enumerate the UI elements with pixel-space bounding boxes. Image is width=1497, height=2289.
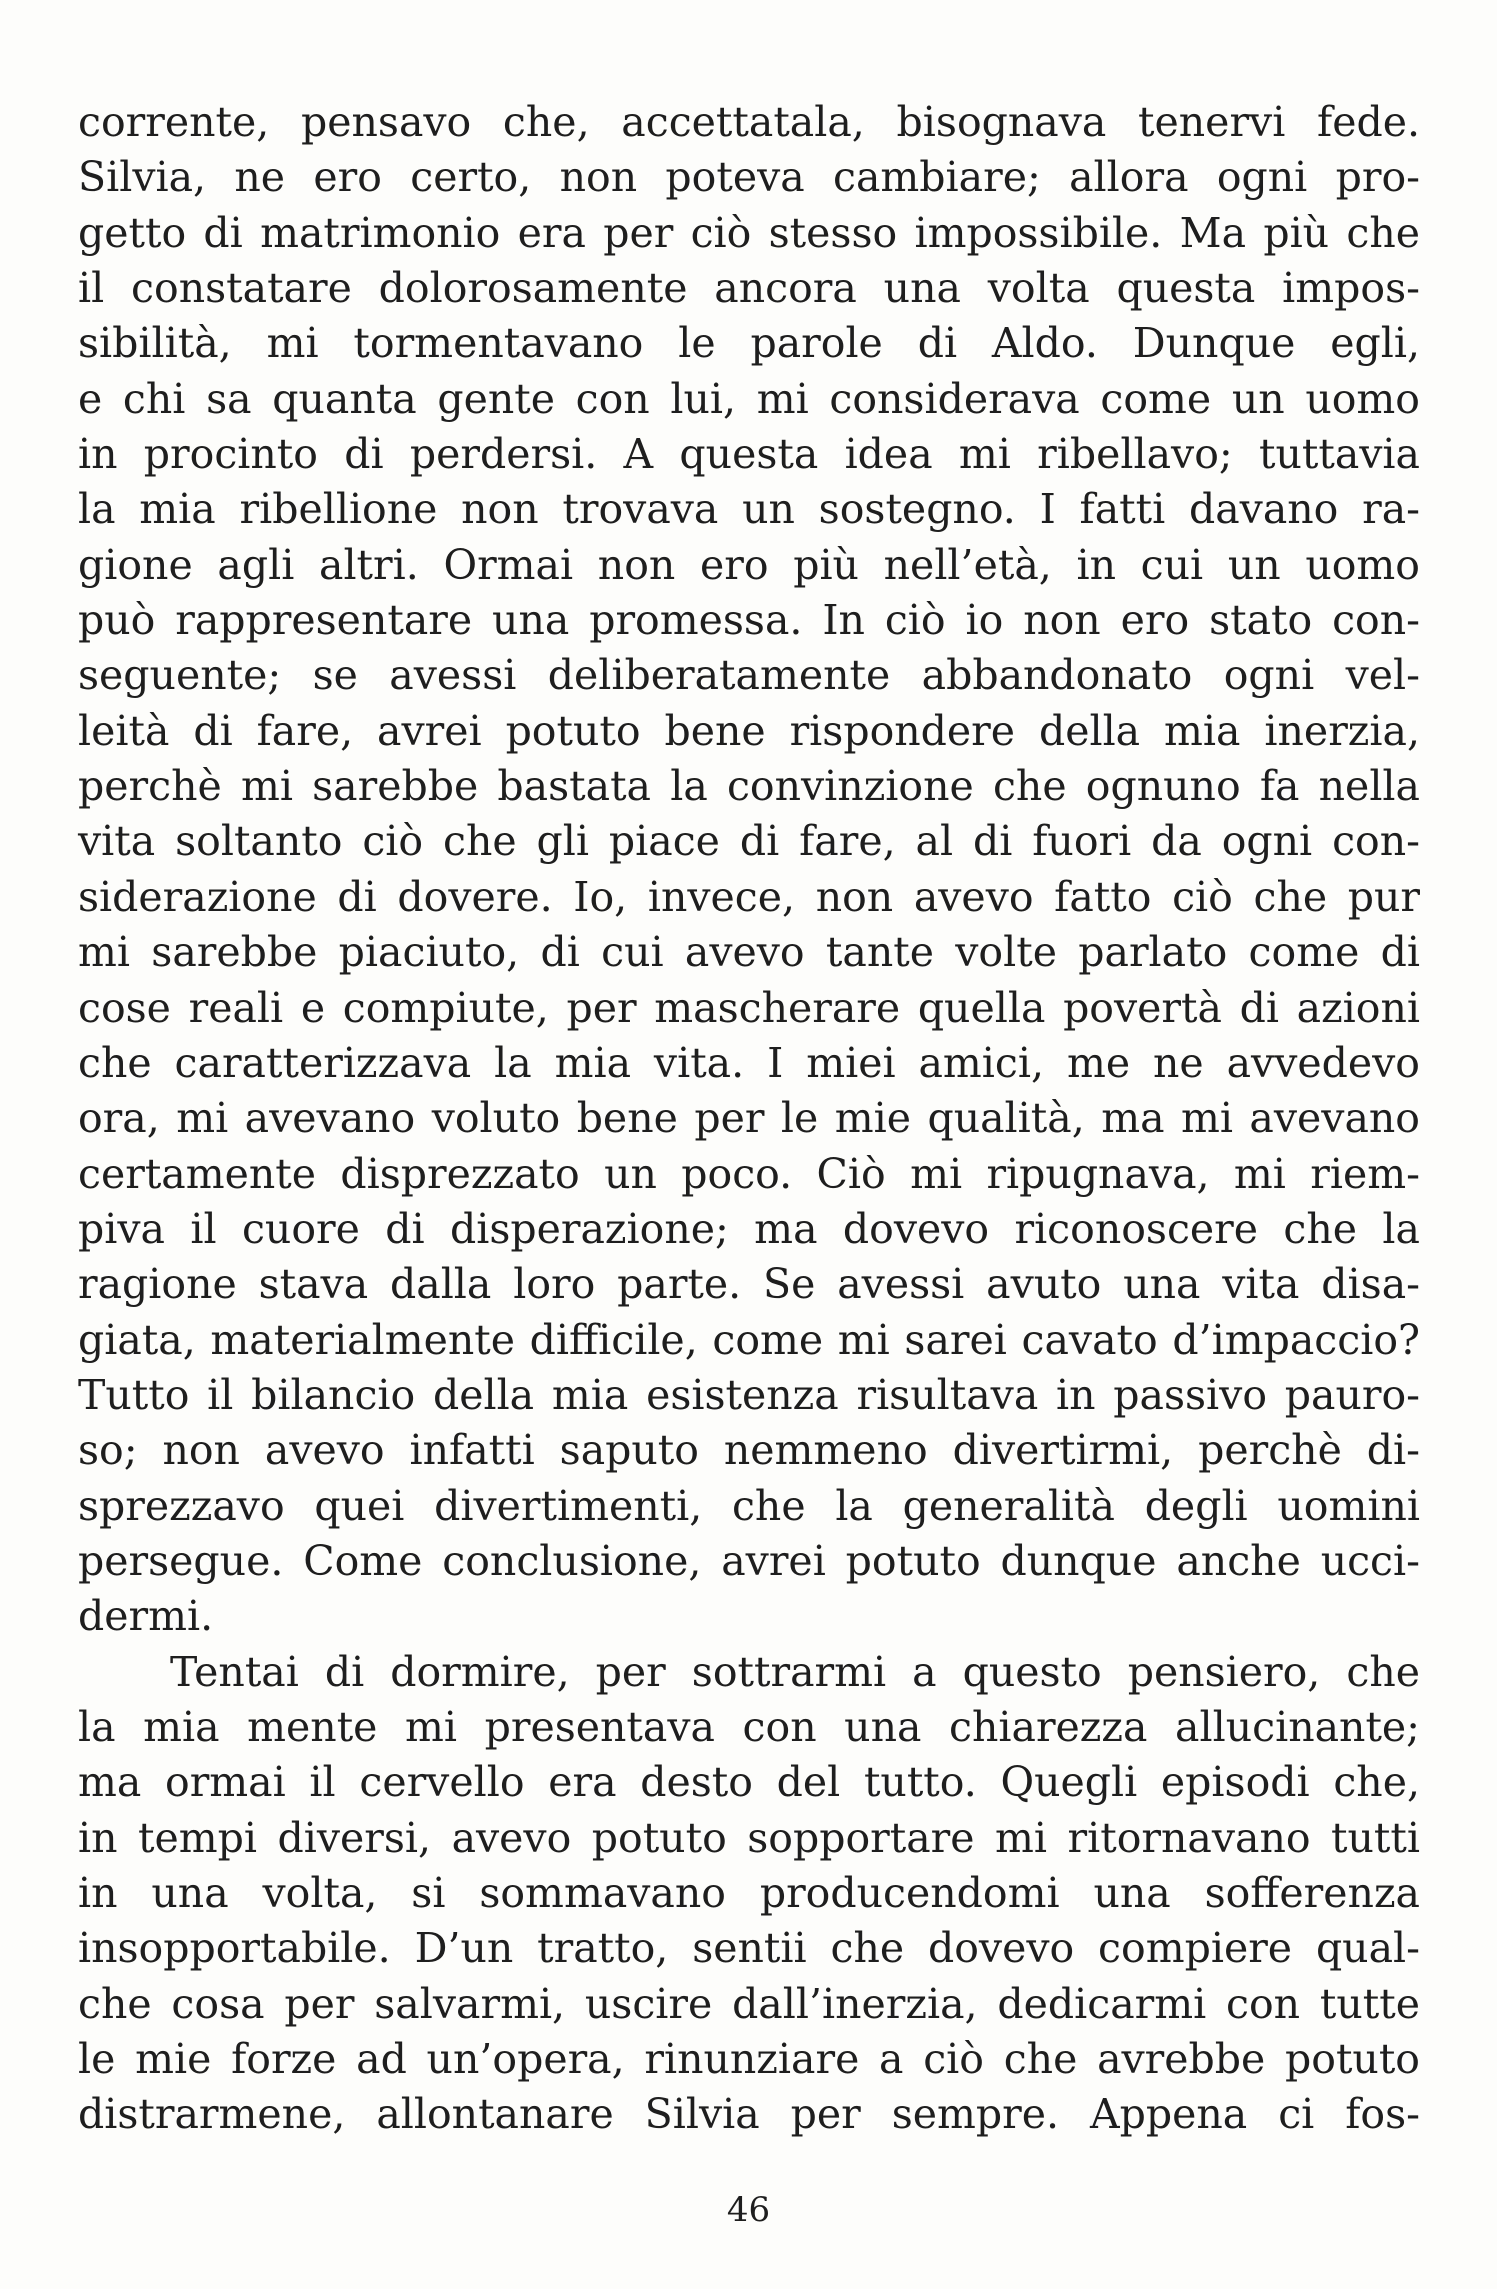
text-line: il constatare dolorosamente ancora una volta questa impos- (78, 264, 1420, 313)
text-line: sibilità, mi tormentavano le parole di Aldo. Dunque egli, (78, 319, 1420, 368)
text-line: perchè mi sarebbe bastata la convinzione che ognuno fa nella (78, 762, 1420, 811)
text-line: che cosa per salvarmi, uscire dall’inerzia, dedicarmi con tutte (78, 1979, 1420, 2028)
text-line: in tempi diversi, avevo potuto sopportare mi ritornavano tutti (78, 1813, 1420, 1862)
text-line: mi sarebbe piaciuto, di cui avevo tante volte parlato come di (78, 928, 1420, 977)
text-line: e chi sa quanta gente con lui, mi considerava come un uomo (78, 374, 1420, 423)
text-line: la mia ribellione non trovava un sostegno. I fatti davano ra- (78, 485, 1420, 534)
paragraph (78, 95, 1420, 1645)
text-line: le mie forze ad un’opera, rinunziare a ciò che avrebbe potuto (78, 2035, 1420, 2084)
text-line: Tentai di dormire, per sottrarmi a questo pensiero, che (170, 1647, 1420, 1696)
text-line: la mia mente mi presentava con una chiarezza allucinante; (78, 1702, 1420, 1751)
text-line: ora, mi avevano voluto bene per le mie qualità, ma mi avevano (78, 1094, 1420, 1143)
body-text (78, 95, 1420, 2143)
text-line: che caratterizzava la mia vita. I miei amici, me ne avvedevo (78, 1038, 1420, 1087)
text-line: ma ormai il cervello era desto del tutto. Quegli episodi che, (78, 1758, 1420, 1807)
text-line: leità di fare, avrei potuto bene rispondere della mia inerzia, (78, 706, 1420, 755)
text-line: può rappresentare una promessa. In ciò io non ero stato con- (78, 596, 1420, 645)
page-number: 46 (726, 2190, 771, 2230)
text-line: cose reali e compiute, per mascherare quella povertà di azioni (78, 983, 1420, 1032)
text-line: sprezzavo quei divertimenti, che la generalità degli uomini (78, 1481, 1420, 1530)
text-line: vita soltanto ciò che gli piace di fare, al di fuori da ogni con- (78, 817, 1420, 866)
text-line: piva il cuore di disperazione; ma dovevo riconoscere che la (78, 1204, 1420, 1253)
paragraph (78, 1645, 1420, 2143)
text-line: getto di matrimonio era per ciò stesso impossibile. Ma più che (78, 208, 1420, 257)
text-line: gione agli altri. Ormai non ero più nell’età, in cui un uomo (78, 540, 1420, 589)
text-line: persegue. Come conclusione, avrei potuto dunque anche ucci- (78, 1536, 1420, 1585)
text-line: Tutto il bilancio della mia esistenza risultava in passivo pauro- (78, 1370, 1420, 1419)
text-line: insopportabile. D’un tratto, sentii che dovevo compiere qual- (78, 1924, 1420, 1973)
text-line: ragione stava dalla loro parte. Se avessi avuto una vita disa- (78, 1260, 1420, 1309)
text-line: siderazione di dovere. Io, invece, non avevo fatto ciò che pur (78, 872, 1420, 921)
text-line: in procinto di perdersi. A questa idea mi ribellavo; tuttavia (78, 430, 1420, 479)
text-line: so; non avevo infatti saputo nemmeno divertirmi, perchè di- (78, 1426, 1420, 1475)
text-line: seguente; se avessi deliberatamente abbandonato ogni vel- (78, 651, 1420, 700)
text-line: certamente disprezzato un poco. Ciò mi ripugnava, mi riem- (78, 1149, 1420, 1198)
text-line: giata, materialmente difficile, come mi sarei cavato d’impaccio? (78, 1315, 1420, 1364)
text-line: Silvia, ne ero certo, non poteva cambiare; allora ogni pro- (78, 153, 1420, 202)
text-line: corrente, pensavo che, accettatala, bisognava tenervi fede. (78, 98, 1420, 146)
text-line: dermi. (78, 1592, 214, 1641)
text-line: distrarmene, allontanare Silvia per sempre. Appena ci fos- (78, 2090, 1420, 2139)
text-line: in una volta, si sommavano producendomi una sofferenza (78, 1869, 1420, 1917)
